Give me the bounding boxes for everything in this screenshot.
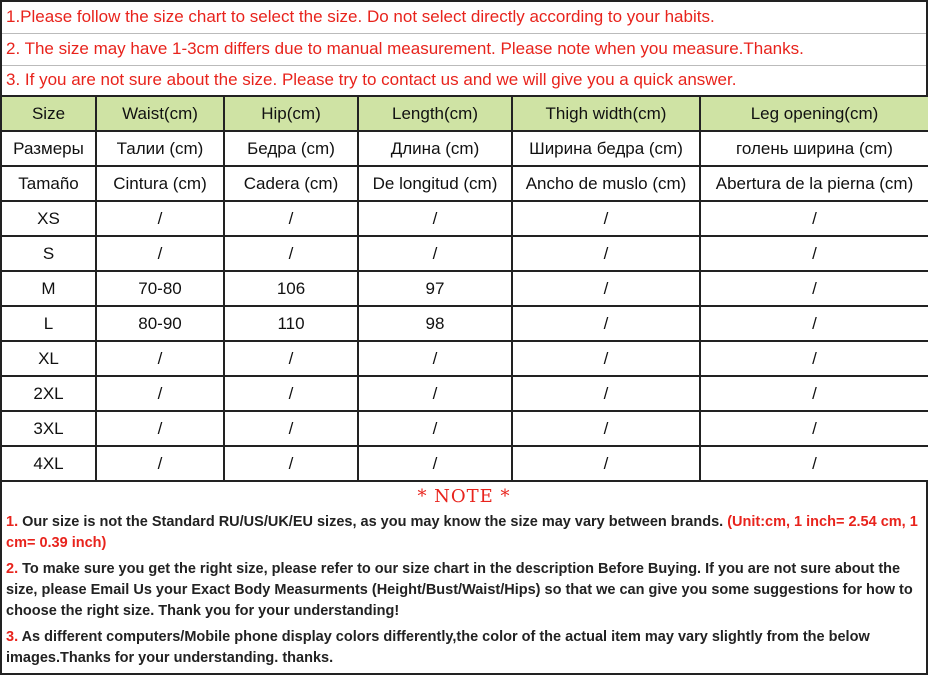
es-hip: Cadera (cm) — [224, 166, 358, 201]
ru-size: Размеры — [1, 131, 96, 166]
size-cell: XL — [1, 341, 96, 376]
size-cell: 4XL — [1, 446, 96, 481]
size-cell: 3XL — [1, 411, 96, 446]
header-waist: Waist(cm) — [96, 96, 224, 131]
hip-cell: / — [224, 411, 358, 446]
table-row — [1, 341, 928, 376]
length-cell: 98 — [358, 306, 512, 341]
thigh-cell: / — [512, 341, 700, 376]
unit-note: (Unit:cm, 1 inch= 2.54 cm, 1 cm= 0.39 inch) — [6, 514, 918, 551]
ru-leg-opening: голень ширина (cm) — [700, 131, 928, 166]
hip-cell: 110 — [224, 306, 358, 341]
leg-opening-cell: / — [700, 341, 928, 376]
waist-cell: / — [96, 201, 224, 236]
note-text-3: As different computers/Mobile phone display colors differently,the color of the actual item may vary slightly from the below images.Thanks for your understanding. thanks. — [6, 629, 870, 666]
ru-length: Длина (cm) — [358, 131, 512, 166]
es-length: De longitud (cm) — [358, 166, 512, 201]
note-number-2: 2. — [6, 561, 19, 577]
header-thigh-width: Thigh width(cm) — [512, 96, 700, 131]
top-note-2: 2. The size may have 1-3cm differs due to manual measurement. Please note when you measure.Thanks. — [2, 34, 926, 66]
leg-opening-cell: / — [700, 446, 928, 481]
note-text-1: Our size is not the Standard RU/US/UK/EU sizes, as you may know the size may vary between brands. — [18, 514, 724, 530]
ru-waist: Талии (cm) — [96, 131, 224, 166]
size-cell: 2XL — [1, 376, 96, 411]
spanish-header-row — [1, 166, 928, 201]
size-cell: M — [1, 271, 96, 306]
es-leg-opening: Abertura de la pierna (cm) — [700, 166, 928, 201]
leg-opening-cell: / — [700, 271, 928, 306]
thigh-cell: / — [512, 271, 700, 306]
waist-cell: 70-80 — [96, 271, 224, 306]
top-notes — [0, 0, 928, 95]
waist-cell: / — [96, 341, 224, 376]
header-size: Size — [1, 96, 96, 131]
hip-cell: 106 — [224, 271, 358, 306]
length-cell: / — [358, 201, 512, 236]
table-row — [1, 306, 928, 341]
note-number-1: 1. — [6, 514, 19, 530]
hip-cell: / — [224, 201, 358, 236]
hip-cell: / — [224, 446, 358, 481]
size-cell: L — [1, 306, 96, 341]
note-number-3: 3. — [6, 629, 19, 645]
thigh-cell: / — [512, 236, 700, 271]
note-title: * NOTE * — [417, 486, 511, 507]
table-row — [1, 446, 928, 481]
thigh-cell: / — [512, 411, 700, 446]
top-note-3: 3. If you are not sure about the size. Please try to contact us and we will give you a quick answer. — [6, 70, 737, 89]
note-paragraph-1 — [6, 512, 922, 554]
thigh-cell: / — [512, 201, 700, 236]
length-cell: / — [358, 446, 512, 481]
es-size: Tamaño — [1, 166, 96, 201]
leg-opening-cell: / — [700, 236, 928, 271]
table-row — [1, 201, 928, 236]
length-cell: / — [358, 376, 512, 411]
note-paragraph-2 — [6, 559, 922, 622]
leg-opening-cell: / — [700, 201, 928, 236]
waist-cell: 80-90 — [96, 306, 224, 341]
ru-thigh-width: Ширина бедра (cm) — [512, 131, 700, 166]
header-hip: Hip(cm) — [224, 96, 358, 131]
size-cell: XS — [1, 201, 96, 236]
table-row — [1, 236, 928, 271]
russian-header-row — [1, 131, 928, 166]
note-box — [0, 482, 928, 675]
header-row — [1, 96, 928, 131]
length-cell: / — [358, 411, 512, 446]
waist-cell: / — [96, 411, 224, 446]
hip-cell: / — [224, 376, 358, 411]
header-length: Length(cm) — [358, 96, 512, 131]
ru-hip: Бедра (cm) — [224, 131, 358, 166]
waist-cell: / — [96, 236, 224, 271]
size-table — [0, 95, 928, 482]
header-leg-opening: Leg opening(cm) — [700, 96, 928, 131]
length-cell: / — [358, 236, 512, 271]
leg-opening-cell: / — [700, 411, 928, 446]
hip-cell: / — [224, 341, 358, 376]
es-waist: Cintura (cm) — [96, 166, 224, 201]
size-cell: S — [1, 236, 96, 271]
leg-opening-cell: / — [700, 376, 928, 411]
table-row — [1, 271, 928, 306]
table-row — [1, 411, 928, 446]
note-text-2: To make sure you get the right size, please refer to our size chart in the description Before Buying. If you are not sure about the size, please Email Us your Exact Body Measurments (Height/Bust/Waist/Hips) so that we can give you some suggestions for how to choose the right size. Thank you for your understanding! — [6, 561, 913, 619]
top-note-1: 1.Please follow the size chart to select the size. Do not select directly according to your habits. — [2, 2, 926, 34]
note-paragraph-3 — [6, 627, 922, 669]
waist-cell: / — [96, 376, 224, 411]
es-thigh-width: Ancho de muslo (cm) — [512, 166, 700, 201]
leg-opening-cell: / — [700, 306, 928, 341]
table-row — [1, 376, 928, 411]
length-cell: / — [358, 341, 512, 376]
waist-cell: / — [96, 446, 224, 481]
thigh-cell: / — [512, 446, 700, 481]
thigh-cell: / — [512, 376, 700, 411]
length-cell: 97 — [358, 271, 512, 306]
thigh-cell: / — [512, 306, 700, 341]
hip-cell: / — [224, 236, 358, 271]
